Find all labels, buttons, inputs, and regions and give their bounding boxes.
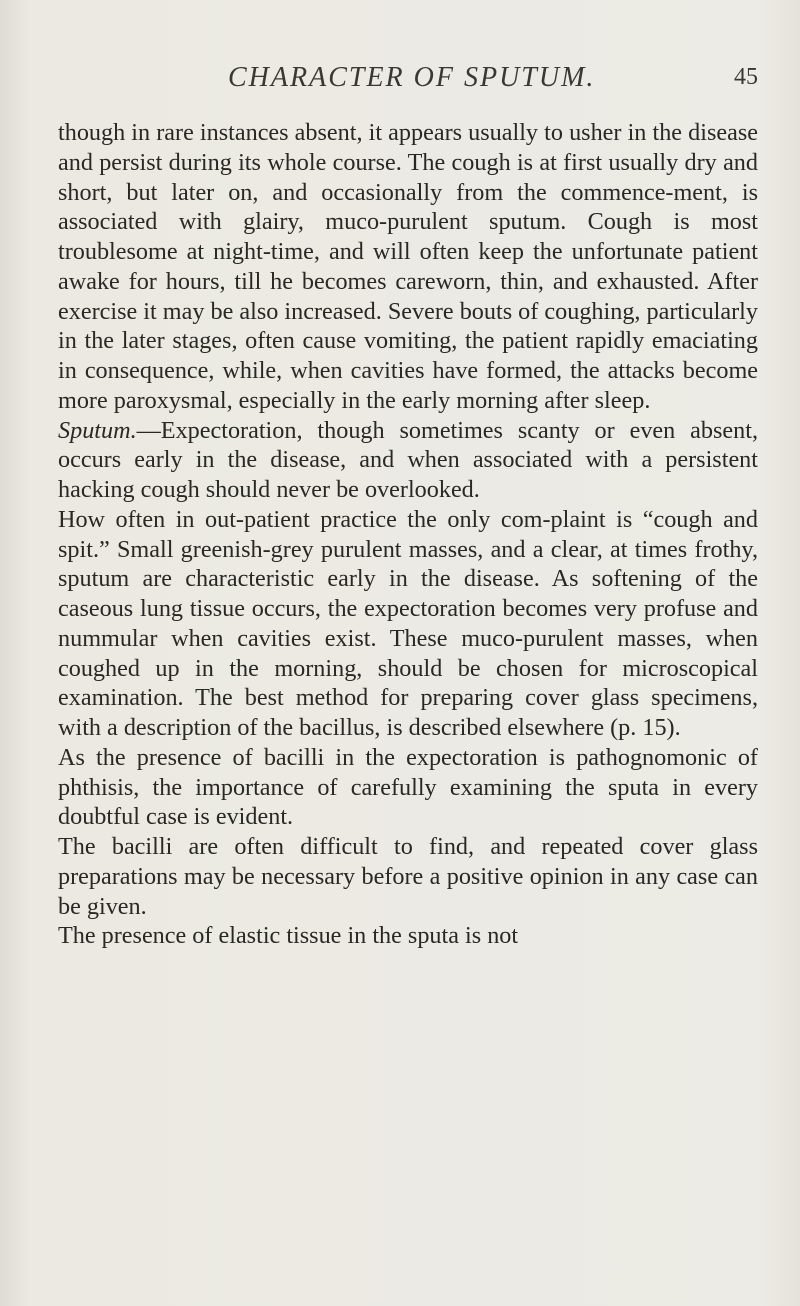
running-title: CHARACTER OF SPUTUM. xyxy=(228,62,596,93)
paragraph-text: How often in out-patient practice the only com-plaint is “cough and spit.” Small greenish-grey purulent masses, and a clear, at times frothy, sputum are characteristic early in the disease. As softening of the caseous lung tissue occurs, the expectoration becomes very profuse and nummular when cavities exist. These muco-purulent masses, when coughed up in the morning, should be chosen for microscopical examination. The best method for preparing cover glass specimens, with a description of the bacillus, is described elsewhere (p. 15). xyxy=(58,505,758,741)
body-text xyxy=(58,118,758,951)
paragraph-text: The bacilli are often difficult to find, and repeated cover glass preparations may be necessary before a positive opinion in any case can be given. xyxy=(58,833,758,920)
section-heading-sputum: Sputum. xyxy=(58,416,137,444)
paragraph-cough-course xyxy=(58,118,758,416)
page-number: 45 xyxy=(734,64,758,90)
paragraph-bacilli-presence xyxy=(58,743,758,832)
paragraph-bacilli-difficult xyxy=(58,832,758,921)
paragraph-sputum xyxy=(58,416,758,505)
paragraph-text: As the presence of bacilli in the expectoration is pathognomonic of phthisis, the importance of carefully examining the sputa in every doubtful case is evident. xyxy=(58,743,758,831)
paragraph-text: The presence of elastic tissue in the sputa is not xyxy=(58,922,519,950)
paragraph-text: though in rare instances absent, it appears usually to usher in the disease and persist during its whole course. The cough is at first usually dry and short, but later on, and occasionally from the commence-ment, is associated with glairy, muco-purulent sputum. Cough is most troublesome at night-time, and will often keep the unfortunate patient awake for hours, till he becomes careworn, thin, and exhausted. After exercise it may be also increased. Severe bouts of coughing, particularly in the later stages, often cause vomiting, the patient rapidly emaciating in consequence, while, when cavities have formed, the attacks become more paroxysmal, especially in the early morning after sleep. xyxy=(58,119,758,414)
paragraph-text: —Expectoration, though sometimes scanty or even absent, occurs early in the disease, and when associated with a persistent hacking cough should never be overlooked. xyxy=(58,416,758,503)
paragraph-cough-and-spit xyxy=(58,505,758,743)
page-header xyxy=(0,62,800,98)
paragraph-elastic-tissue xyxy=(58,921,758,951)
